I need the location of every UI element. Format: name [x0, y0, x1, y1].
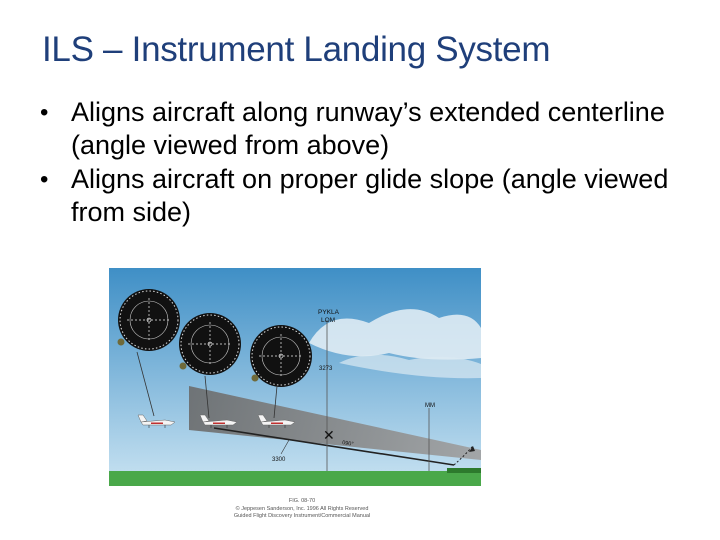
- bullet-list: [40, 96, 700, 230]
- mm-label: MM: [425, 403, 435, 409]
- lom-label: LOM: [321, 317, 336, 324]
- ils-diagram: [109, 268, 481, 486]
- glide-angle-label: 090°: [341, 440, 354, 448]
- instrument-dial-2: [179, 313, 241, 375]
- figure-caption: [222, 498, 382, 521]
- altitude-low-label: 3300: [272, 457, 286, 463]
- dial-knob-icon: [180, 363, 187, 370]
- fix-marker-icon: ✕: [323, 428, 335, 444]
- dial-knob-icon: [252, 375, 259, 382]
- dial-knob-icon: [118, 339, 125, 346]
- fix-name-label: PYKLA: [318, 309, 339, 316]
- slide-title: ILS – Instrument Landing System: [42, 30, 551, 69]
- runway: [447, 468, 481, 473]
- bullet-text: Aligns aircraft along runway’s extended centerline (angle viewed from above): [71, 97, 665, 160]
- bullet-item: [40, 163, 700, 229]
- bullet-item: [40, 96, 700, 162]
- ground: [109, 471, 481, 486]
- caption-line: FIG. 08-70: [288, 498, 316, 504]
- lom-altitude-label: 3273: [319, 366, 333, 372]
- instrument-dial-3: [250, 325, 312, 387]
- caption-line: Guided Flight Discovery Instrument/Commercial Manual: [233, 513, 371, 519]
- bullet-dot-icon: •: [40, 166, 49, 193]
- bullet-dot-icon: •: [40, 99, 49, 126]
- instrument-dial-1: [118, 289, 180, 351]
- bullet-text: Aligns aircraft on proper glide slope (angle viewed from side): [71, 164, 669, 227]
- caption-line: © Jeppesen Sanderson, Inc. 1996 All Rights Reserved: [235, 505, 369, 512]
